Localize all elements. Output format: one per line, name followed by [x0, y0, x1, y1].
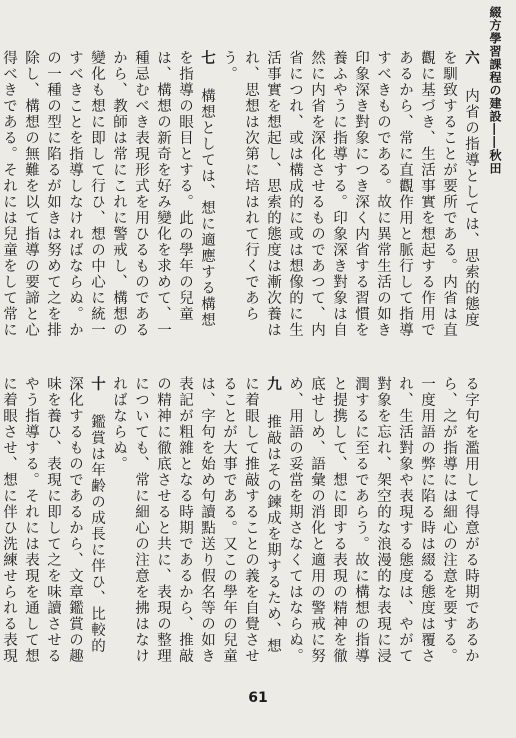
paragraph: [0, 50, 218, 338]
running-head: 綴方學習課程の建設――秋田: [488, 6, 502, 175]
paragraph-number: 九: [265, 376, 282, 408]
paragraph: [284, 376, 482, 664]
paragraph-text: 推敲はその鍊成を期するため、想に着眼して推敲することの義を自覺させることが大事である。又この學年の兒童は、字句を始め句讀點送り假名等の如き表記が粗雜となる時期であるから、推敲の精神に徹底させると共に、表現の整理についても、常に細心の注意を拂はなければならぬ。: [111, 376, 281, 664]
upper-text-block: [1, 50, 482, 338]
paragraph: [218, 50, 482, 338]
paragraph-text: 構想としては、想に適應する構想を指導の眼目とする。此の學年の兒童は、構想の新奇を好み變化を求めて、一種忌むべき表現形式を用ひるものであるから、教師は常にこれに警戒し、構想の變化も想に即して行ひ、想の中心に統一すべきことを指導しなければならぬ。かの一種の型に陷るが如きは努めて之を排除し、構想の無難を以て指導の要諦と心得べきである。それには兒童をして常に: [1, 50, 215, 338]
lower-text-block: [1, 376, 482, 664]
paragraph-number: 六: [463, 50, 480, 82]
paragraph: [0, 376, 108, 664]
paragraph: [108, 376, 284, 664]
paragraph-number: 七: [199, 50, 216, 82]
paragraph-text: 内省の指導としては、思索的態度を馴致することが要所である。内省は直觀に基づき、生活事實を想起する作用であるから、常に直觀作用と脈行して指導すべきものである。故に異常生活の如き印象深き對象につき深く内省する習慣を養ふやうに指導する。印象深き對象は自然に内省を深化させるものであつて、内省につれ、或は構成的に或は想像的に生活事實を想起し、思索的態度は漸次養はれ、思想は次第に培はれて行くであらう。: [221, 50, 479, 338]
page-number: 61: [248, 690, 268, 706]
paragraph-text: る字句を濫用して得意がる時期であるから、之が指導には細心の注意を要する。一度用語の弊に陷る時は綴る態度は覆され、生活對象や表現する態度は、やがて對象を忘れ、架空的な浪漫的な表現に浸潤するに至るであらう。故に構想の指導と提携して、想に即する表現の精神を徹底せしめ、語彙の消化と適用の警戒に努め、用語の妥當を期さなくてはならぬ。: [287, 376, 479, 664]
paragraph-text: 鑑賞は年齢の成長に伴ひ、比較的深化するものであるから、文章鑑賞の趣味を養ひ、表現に即して之を味讀させるやう指導する。それには表現を通して想に着眼させ、想に伴ひ洗練せられる表現: [1, 376, 105, 664]
paragraph-number: 十: [89, 376, 106, 408]
